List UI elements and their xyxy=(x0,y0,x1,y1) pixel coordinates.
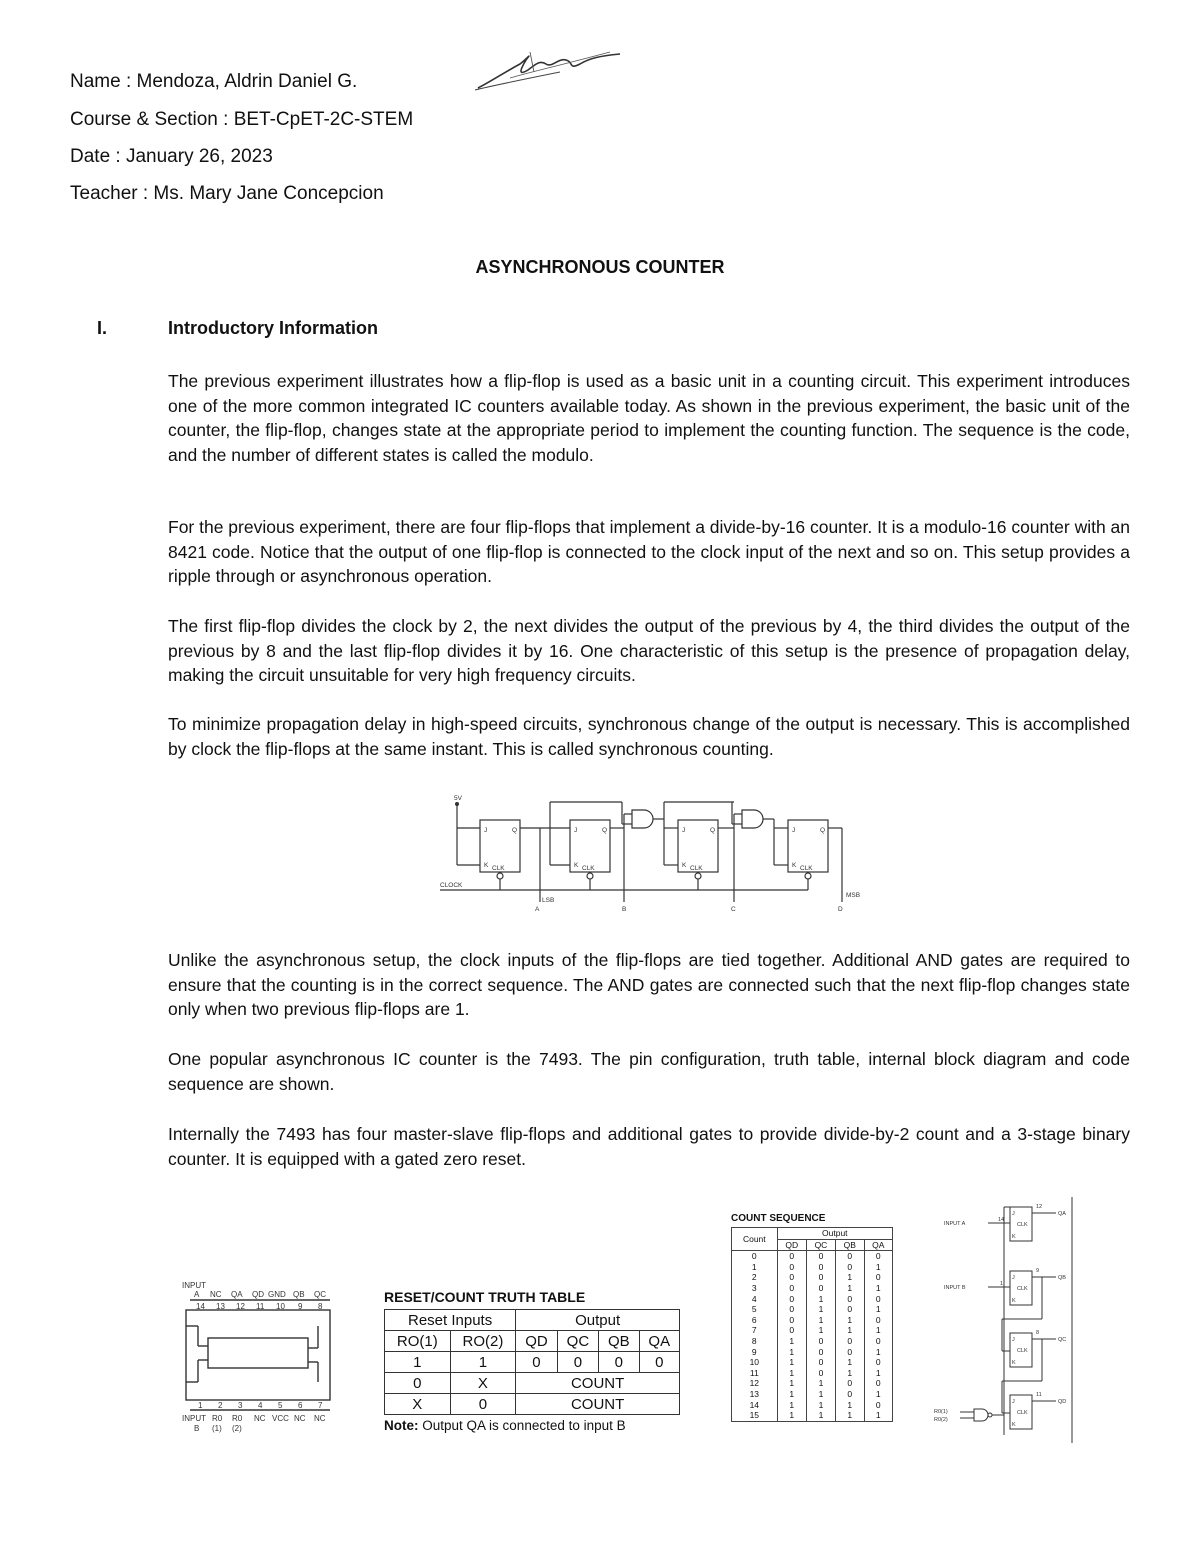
pin-number: 11 xyxy=(256,1302,265,1311)
pin-bottom-label: NC xyxy=(294,1414,306,1423)
table-cell: 0 xyxy=(806,1262,835,1273)
table-cell: 7 xyxy=(732,1325,778,1336)
table-row xyxy=(732,1378,893,1389)
column-header: RO(2) xyxy=(450,1331,516,1352)
ff-k-label: K xyxy=(484,862,489,869)
pin-label: 8 xyxy=(1036,1330,1040,1336)
table-cell: 1 xyxy=(450,1352,516,1373)
pin-number: 12 xyxy=(236,1302,245,1311)
ff-j-label: J xyxy=(1012,1211,1015,1217)
table-cell: 0 xyxy=(777,1251,806,1262)
table-cell: 0 xyxy=(864,1272,892,1283)
table-row xyxy=(732,1283,893,1294)
ff-clk-label: CLK xyxy=(800,865,813,872)
note-label: Note: xyxy=(384,1418,419,1433)
pin-number: 7 xyxy=(318,1401,323,1410)
table-cell: 0 xyxy=(599,1352,639,1373)
table-cell: 0 xyxy=(806,1336,835,1347)
pin-number: 6 xyxy=(298,1401,303,1410)
pin-bottom-sub: (2) xyxy=(232,1424,242,1433)
table-cell: 1 xyxy=(777,1400,806,1411)
table-row xyxy=(732,1294,893,1305)
pin-label: 14 xyxy=(998,1217,1005,1223)
column-header: QA xyxy=(639,1331,679,1352)
signature xyxy=(470,42,630,102)
table-row xyxy=(732,1315,893,1326)
count-sequence-title: COUNT SEQUENCE xyxy=(731,1213,826,1224)
pin-bottom-sub: (1) xyxy=(212,1424,222,1433)
table-cell: 6 xyxy=(732,1315,778,1326)
paragraph: The previous experiment illustrates how a flip-flop is used as a basic unit in a counting circuit. This experiment introduces one of the more common integrated IC counters available today. As shown in the previous experiment, the basic unit of the counter, the flip-flop, changes state at the appropriate period to implement the counting function. The sequence is the code, and the number of different states is called the modulo. xyxy=(168,371,1130,465)
table-cell: 0 xyxy=(777,1315,806,1326)
pin-top-label: QC xyxy=(314,1290,326,1299)
column-header: QB xyxy=(836,1239,864,1251)
ff-k-label: K xyxy=(682,862,687,869)
table-row xyxy=(732,1325,893,1336)
output-qa-label: QA xyxy=(1058,1211,1066,1217)
column-header: QC xyxy=(806,1239,835,1251)
ff-j-label: J xyxy=(792,827,796,834)
table-cell: 1 xyxy=(864,1325,892,1336)
table-cell: 14 xyxy=(732,1400,778,1411)
table-cell: 1 xyxy=(806,1389,835,1400)
table-cell: 11 xyxy=(732,1368,778,1379)
table-cell: 1 xyxy=(836,1315,864,1326)
table-cell: 1 xyxy=(777,1378,806,1389)
ff-j-label: J xyxy=(574,827,578,834)
ff-q-label: Q xyxy=(602,827,608,834)
table-cell: 13 xyxy=(732,1389,778,1400)
count-header: Count xyxy=(732,1228,778,1251)
paragraph: For the previous experiment, there are four flip-flops that implement a divide-by-16 counter. It is a modulo-16 counter with an 8421 code. Notice that the output of one flip-flop is connected to the clock input of the next and so on. This setup provides a ripple through or asynchronous operation. xyxy=(168,517,1131,586)
ff-clk-label: CLK xyxy=(1017,1410,1028,1416)
table-cell: 1 xyxy=(806,1294,835,1305)
output-qc-label: QC xyxy=(1058,1337,1067,1343)
table-cell: 1 xyxy=(864,1389,892,1400)
lsb-label: LSB xyxy=(542,897,555,904)
table-row xyxy=(732,1304,893,1315)
pin-top-label: QA xyxy=(231,1290,243,1299)
ff-k-label: K xyxy=(792,862,797,869)
ff-k-label: K xyxy=(1012,1298,1016,1304)
truth-table-figure xyxy=(384,1289,680,1433)
column-header: QB xyxy=(599,1331,639,1352)
table-cell: 4 xyxy=(732,1294,778,1305)
paragraph: Internally the 7493 has four master-slave flip-flops and additional gates to provide divide-by-2 count and a 3-stage binary counter. It is equipped with a gated zero reset. xyxy=(168,1124,1130,1169)
table-cell: 1 xyxy=(836,1272,864,1283)
pin-number: 14 xyxy=(196,1302,205,1311)
table-cell: 1 xyxy=(777,1389,806,1400)
pin-number: 2 xyxy=(218,1401,223,1410)
table-cell: 0 xyxy=(864,1357,892,1368)
ff-j-label: J xyxy=(1012,1399,1015,1405)
output-header: Output xyxy=(777,1228,892,1240)
course-section: Course & Section : BET-CpET-2C-STEM xyxy=(70,109,414,130)
table-cell: 0 xyxy=(385,1373,451,1394)
table-cell: 0 xyxy=(836,1378,864,1389)
pin-bottom-label: R0 xyxy=(212,1414,223,1423)
table-cell: 8 xyxy=(732,1336,778,1347)
output-qb-label: QB xyxy=(1058,1275,1066,1281)
table-cell: 1 xyxy=(864,1410,892,1421)
paragraph: Unlike the asynchronous setup, the clock inputs of the flip-flops are tied together. Additional AND gates are required to ensure that the counting is in the correct sequence. The AND gates are connected such that the next flip-flop changes state only when two previous flip-flops are 1. xyxy=(168,950,1130,1019)
pin-top-label: QD xyxy=(252,1290,264,1299)
paragraph: One popular asynchronous IC counter is the 7493. The pin configuration, truth table, internal block diagram and code sequence are shown. xyxy=(168,1049,1130,1094)
table-cell: 12 xyxy=(732,1378,778,1389)
table-row xyxy=(732,1357,893,1368)
date: Date : January 26, 2023 xyxy=(70,146,273,167)
table-row xyxy=(732,1336,893,1347)
pinout-diagram xyxy=(178,1278,348,1438)
pin-label: 9 xyxy=(1036,1268,1040,1274)
table-cell: 1 xyxy=(836,1325,864,1336)
teacher: Teacher : Ms. Mary Jane Concepcion xyxy=(70,183,384,204)
column-header: QD xyxy=(516,1331,557,1352)
table-cell: 1 xyxy=(864,1368,892,1379)
table-cell: 9 xyxy=(732,1347,778,1358)
table-cell: 1 xyxy=(806,1315,835,1326)
pin-label: 11 xyxy=(1036,1392,1042,1398)
table-cell: 0 xyxy=(806,1347,835,1358)
table-cell: 0 xyxy=(732,1251,778,1262)
table-row xyxy=(732,1262,893,1273)
table-cell: 0 xyxy=(836,1389,864,1400)
table-cell: 0 xyxy=(864,1315,892,1326)
table-cell: X xyxy=(385,1394,451,1415)
pin-number: 5 xyxy=(278,1401,283,1410)
table-cell: 1 xyxy=(806,1400,835,1411)
pin-number: 9 xyxy=(298,1302,303,1311)
ff-j-label: J xyxy=(682,827,686,834)
pin-number: 4 xyxy=(258,1401,263,1410)
table-row xyxy=(385,1394,680,1415)
pin-number: 1 xyxy=(198,1401,203,1410)
pin-number: 13 xyxy=(216,1302,225,1311)
table-cell: 0 xyxy=(836,1251,864,1262)
table-cell: 0 xyxy=(806,1272,835,1283)
pin-bottom-label: INPUT xyxy=(182,1414,206,1423)
table-cell: 10 xyxy=(732,1357,778,1368)
table-cell: 1 xyxy=(864,1262,892,1273)
pin-top-label: QB xyxy=(293,1290,305,1299)
table-cell: 0 xyxy=(450,1394,516,1415)
ff-j-label: J xyxy=(1012,1337,1015,1343)
pin-top-label: A xyxy=(194,1290,200,1299)
table-cell: 1 xyxy=(864,1304,892,1315)
clock-label: CLOCK xyxy=(440,882,463,889)
table-cell: 0 xyxy=(806,1357,835,1368)
ff-clk-label: CLK xyxy=(492,865,505,872)
pin-label: 12 xyxy=(1036,1204,1043,1210)
table-cell: 1 xyxy=(385,1352,451,1373)
reset-inputs-header: Reset Inputs xyxy=(385,1310,516,1331)
pin-bottom-label: R0 xyxy=(232,1414,243,1423)
ff-q-label: Q xyxy=(820,827,826,834)
pin-number: 3 xyxy=(238,1401,243,1410)
table-cell: 1 xyxy=(836,1400,864,1411)
table-cell: 5 xyxy=(732,1304,778,1315)
table-cell: 1 xyxy=(836,1368,864,1379)
table-cell: 1 xyxy=(806,1325,835,1336)
supply-label: 5V xyxy=(454,795,462,802)
column-header: QC xyxy=(557,1331,598,1352)
table-row xyxy=(732,1389,893,1400)
block-diagram xyxy=(930,1195,1080,1445)
table-row xyxy=(385,1352,680,1373)
section-title: Introductory Information xyxy=(168,318,378,338)
table-cell: 0 xyxy=(864,1294,892,1305)
pin-top-label: GND xyxy=(268,1290,286,1299)
table-row xyxy=(732,1251,893,1262)
input-b-label: INPUT B xyxy=(944,1285,966,1291)
pin-input-label: INPUT xyxy=(182,1281,206,1290)
section-number: I. xyxy=(97,318,108,338)
table-cell: 0 xyxy=(777,1294,806,1305)
ff-clk-label: CLK xyxy=(1017,1286,1028,1292)
ff-j-label: J xyxy=(1012,1275,1015,1281)
document-title: ASYNCHRONOUS COUNTER xyxy=(475,257,725,277)
table-cell: 1 xyxy=(864,1283,892,1294)
truth-table xyxy=(384,1309,680,1415)
table-cell: 1 xyxy=(836,1410,864,1421)
table-cell: 0 xyxy=(777,1272,806,1283)
ff-clk-label: CLK xyxy=(582,865,595,872)
table-cell: 0 xyxy=(864,1378,892,1389)
table-cell: 1 xyxy=(864,1347,892,1358)
table-cell: 0 xyxy=(864,1336,892,1347)
table-cell: 0 xyxy=(836,1347,864,1358)
output-d-label: D xyxy=(838,906,843,913)
table-cell: 0 xyxy=(516,1352,557,1373)
table-cell: X xyxy=(450,1373,516,1394)
table-cell: 1 xyxy=(806,1410,835,1421)
table-cell: 1 xyxy=(806,1378,835,1389)
ff-clk-label: CLK xyxy=(1017,1222,1028,1228)
table-cell: 3 xyxy=(732,1283,778,1294)
table-cell: 1 xyxy=(777,1347,806,1358)
table-cell: 1 xyxy=(777,1357,806,1368)
table-cell: 0 xyxy=(557,1352,598,1373)
table-cell: 2 xyxy=(732,1272,778,1283)
student-name: Name : Mendoza, Aldrin Daniel G. xyxy=(70,71,358,92)
column-header: RO(1) xyxy=(385,1331,451,1352)
synchronous-counter-diagram xyxy=(432,790,872,915)
table-cell: 0 xyxy=(836,1304,864,1315)
table-cell: 1 xyxy=(777,1368,806,1379)
count-sequence-table xyxy=(731,1227,893,1422)
table-cell: 15 xyxy=(732,1410,778,1421)
table-row xyxy=(732,1400,893,1411)
pin-label: 1 xyxy=(1000,1281,1004,1287)
table-row xyxy=(732,1272,893,1283)
table-row xyxy=(385,1373,680,1394)
ff-q-label: Q xyxy=(710,827,716,834)
table-cell: 0 xyxy=(864,1251,892,1262)
r01-label: R0(1) xyxy=(934,1409,948,1415)
ff-k-label: K xyxy=(574,862,579,869)
table-cell: 0 xyxy=(777,1283,806,1294)
table-cell: 0 xyxy=(777,1262,806,1273)
note-text: Output QA is connected to input B xyxy=(422,1418,626,1433)
count-cell: COUNT xyxy=(516,1394,680,1415)
table-row xyxy=(732,1410,893,1421)
pin-number: 10 xyxy=(276,1302,285,1311)
output-header: Output xyxy=(516,1310,680,1331)
table-cell: 1 xyxy=(777,1336,806,1347)
pin-number: 8 xyxy=(318,1302,323,1311)
column-header: QD xyxy=(777,1239,806,1251)
table-cell: 1 xyxy=(777,1410,806,1421)
table-cell: 0 xyxy=(806,1251,835,1262)
input-a-label: INPUT A xyxy=(944,1221,966,1227)
r02-label: R0(2) xyxy=(934,1417,948,1423)
output-b-label: B xyxy=(622,906,627,913)
pin-top-label: NC xyxy=(210,1290,222,1299)
ff-clk-label: CLK xyxy=(690,865,703,872)
paragraph: The first flip-flop divides the clock by 2, the next divides the output of the previous by 4, the third divides the output of the previous by 8 and the last flip-flop divides it by 16. One characteristic of this setup is the presence of propagation delay, making the circuit unsuitable for very high frequency circuits. xyxy=(168,616,1130,685)
table-cell: 0 xyxy=(639,1352,679,1373)
table-cell: 1 xyxy=(806,1304,835,1315)
output-c-label: C xyxy=(731,906,736,913)
table-cell: 0 xyxy=(806,1283,835,1294)
table-cell: 1 xyxy=(732,1262,778,1273)
pin-bottom-label: NC xyxy=(254,1414,266,1423)
table-cell: 0 xyxy=(836,1262,864,1273)
ff-j-label: J xyxy=(484,827,488,834)
table-cell: 0 xyxy=(806,1368,835,1379)
table-cell: 0 xyxy=(836,1336,864,1347)
table-cell: 0 xyxy=(864,1400,892,1411)
count-sequence-figure xyxy=(731,1213,893,1422)
output-qd-label: QD xyxy=(1058,1399,1067,1405)
column-header: QA xyxy=(864,1239,892,1251)
pin-bottom-sub: B xyxy=(194,1424,200,1433)
table-cell: 0 xyxy=(777,1325,806,1336)
ff-q-label: Q xyxy=(512,827,518,834)
pin-bottom-label: NC xyxy=(314,1414,326,1423)
table-row xyxy=(732,1347,893,1358)
truth-table-title: RESET/COUNT TRUTH TABLE xyxy=(384,1289,586,1305)
table-cell: 0 xyxy=(836,1294,864,1305)
count-cell: COUNT xyxy=(516,1373,680,1394)
truth-table-note xyxy=(384,1418,680,1433)
msb-label: MSB xyxy=(846,892,861,899)
table-row xyxy=(732,1368,893,1379)
ff-k-label: K xyxy=(1012,1360,1016,1366)
output-a-label: A xyxy=(535,906,540,913)
ff-k-label: K xyxy=(1012,1234,1016,1240)
ff-k-label: K xyxy=(1012,1422,1016,1428)
ff-clk-label: CLK xyxy=(1017,1348,1028,1354)
table-cell: 1 xyxy=(836,1283,864,1294)
pin-bottom-label: VCC xyxy=(272,1414,289,1423)
table-cell: 1 xyxy=(836,1357,864,1368)
table-cell: 0 xyxy=(777,1304,806,1315)
paragraph: To minimize propagation delay in high-speed circuits, synchronous change of the output is necessary. This is accomplished by clock the flip-flops at the same instant. This is called synchronous counting. xyxy=(168,714,1130,759)
